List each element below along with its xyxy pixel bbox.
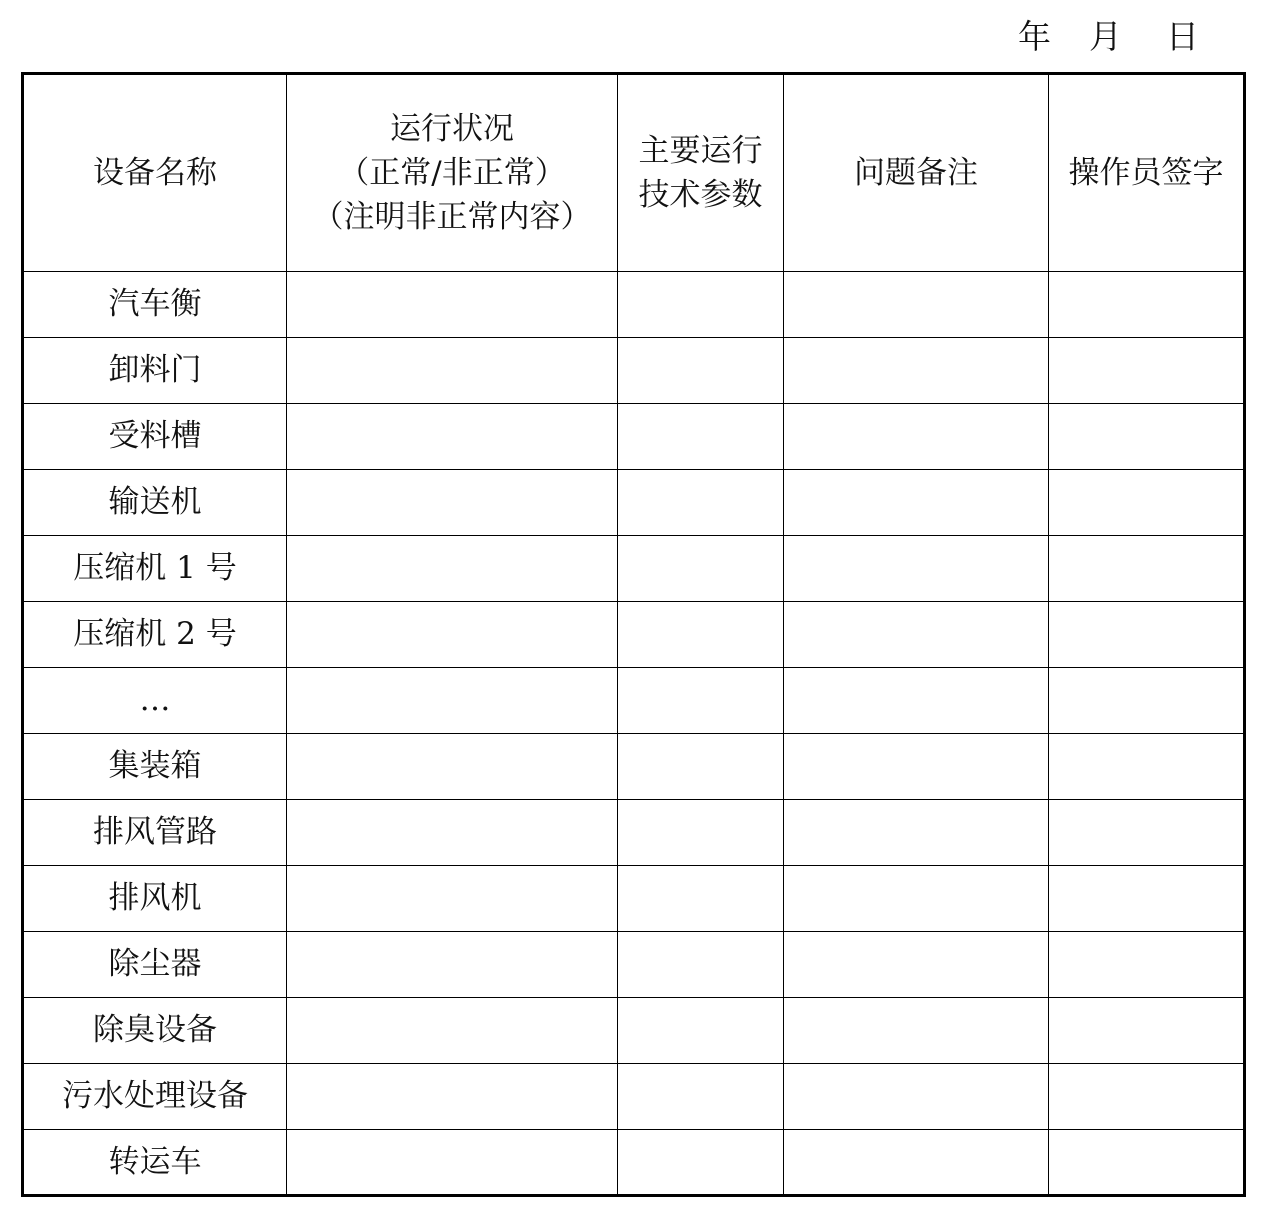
table-row [23,866,1245,932]
notes-cell[interactable] [784,338,1049,404]
params-cell[interactable] [618,1130,784,1196]
equipment-name-cell: 集装箱 [23,734,287,800]
equipment-name-cell: 汽车衡 [23,272,287,338]
table-row [23,1064,1245,1130]
table-row [23,536,1245,602]
status-cell[interactable] [287,536,618,602]
signature-cell[interactable] [1049,404,1245,470]
notes-cell[interactable] [784,272,1049,338]
params-cell[interactable] [618,536,784,602]
status-cell[interactable] [287,734,618,800]
params-cell[interactable] [618,602,784,668]
table-row [23,602,1245,668]
equipment-name-cell: 卸料门 [23,338,287,404]
status-cell[interactable] [287,1130,618,1196]
params-cell[interactable] [618,404,784,470]
table-row [23,404,1245,470]
header-notes: 问题备注 [784,74,1049,272]
equipment-name-cell: 输送机 [23,470,287,536]
date-day-label: 日 [1166,16,1199,56]
signature-cell[interactable] [1049,470,1245,536]
equipment-name-cell: 转运车 [23,1130,287,1196]
header-equipment-name: 设备名称 [23,74,287,272]
date-year-label: 年 [1018,16,1051,56]
notes-cell[interactable] [784,1064,1049,1130]
notes-cell[interactable] [784,404,1049,470]
table-row [23,272,1245,338]
notes-cell[interactable] [784,470,1049,536]
status-cell[interactable] [287,404,618,470]
status-cell[interactable] [287,272,618,338]
equipment-name-cell: … [23,668,287,734]
status-cell[interactable] [287,800,618,866]
status-cell[interactable] [287,602,618,668]
signature-cell[interactable] [1049,668,1245,734]
date-line [1018,12,1199,56]
table-row [23,800,1245,866]
status-cell[interactable] [287,1064,618,1130]
signature-cell[interactable] [1049,602,1245,668]
equipment-name-cell: 排风机 [23,866,287,932]
table-body [23,272,1245,1196]
header-params-line-2: 技术参数 [638,177,763,213]
header-status [287,74,618,272]
equipment-name-cell: 压缩机 1 号 [23,536,287,602]
params-cell[interactable] [618,998,784,1064]
notes-cell[interactable] [784,866,1049,932]
status-cell[interactable] [287,470,618,536]
signature-cell[interactable] [1049,800,1245,866]
notes-cell[interactable] [784,734,1049,800]
table-row [23,668,1245,734]
signature-cell[interactable] [1049,734,1245,800]
signature-cell[interactable] [1049,536,1245,602]
table-row [23,470,1245,536]
header-status-line-3: （注明非正常内容） [312,199,592,235]
notes-cell[interactable] [784,668,1049,734]
header-params-line-1: 主要运行 [638,132,763,169]
table-row [23,932,1245,998]
status-cell[interactable] [287,998,618,1064]
signature-cell[interactable] [1049,1064,1245,1130]
notes-cell[interactable] [784,536,1049,602]
status-cell[interactable] [287,338,618,404]
status-cell[interactable] [287,866,618,932]
notes-cell[interactable] [784,602,1049,668]
date-month-label: 月 [1089,16,1122,56]
notes-cell[interactable] [784,932,1049,998]
header-params [618,74,784,272]
table-row [23,338,1245,404]
table-row [23,1130,1245,1196]
table-row [23,734,1245,800]
header-status-line-1: 运行状况 [390,110,514,147]
params-cell[interactable] [618,866,784,932]
equipment-name-cell: 除臭设备 [23,998,287,1064]
equipment-name-cell: 污水处理设备 [23,1064,287,1130]
params-cell[interactable] [618,800,784,866]
signature-cell[interactable] [1049,998,1245,1064]
status-cell[interactable] [287,668,618,734]
params-cell[interactable] [618,272,784,338]
params-cell[interactable] [618,338,784,404]
notes-cell[interactable] [784,998,1049,1064]
equipment-name-cell: 除尘器 [23,932,287,998]
header-signature: 操作员签字 [1049,74,1245,272]
params-cell[interactable] [618,734,784,800]
params-cell[interactable] [618,1064,784,1130]
signature-cell[interactable] [1049,1130,1245,1196]
notes-cell[interactable] [784,800,1049,866]
equipment-name-cell: 压缩机 2 号 [23,602,287,668]
header-row [23,74,1245,272]
params-cell[interactable] [618,932,784,998]
signature-cell[interactable] [1049,866,1245,932]
status-cell[interactable] [287,932,618,998]
header-status-line-2: （正常/非正常） [338,154,566,191]
signature-cell[interactable] [1049,338,1245,404]
notes-cell[interactable] [784,1130,1049,1196]
signature-cell[interactable] [1049,272,1245,338]
params-cell[interactable] [618,668,784,734]
equipment-name-cell: 受料槽 [23,404,287,470]
equipment-name-cell: 排风管路 [23,800,287,866]
table-row [23,998,1245,1064]
equipment-log-table [21,72,1246,1197]
signature-cell[interactable] [1049,932,1245,998]
params-cell[interactable] [618,470,784,536]
